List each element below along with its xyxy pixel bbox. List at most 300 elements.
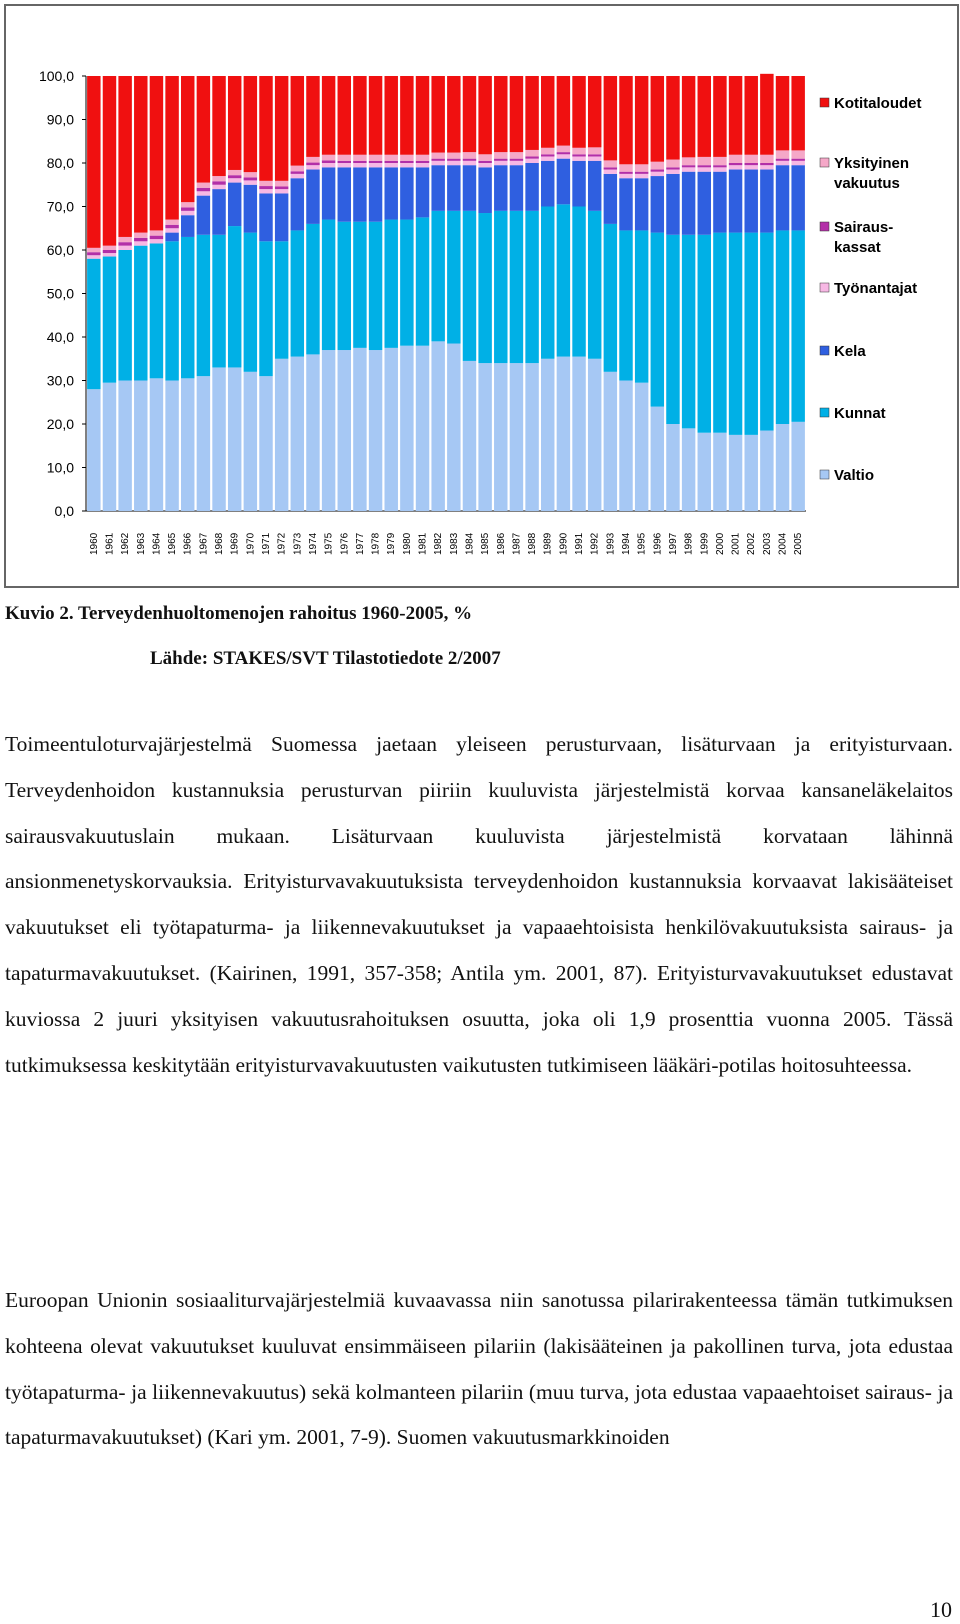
bar-segment [525, 211, 538, 363]
bar-segment [666, 235, 679, 424]
bar-segment [447, 211, 460, 344]
x-tick-label: 1989 [542, 532, 554, 555]
x-tick-label: 1984 [464, 532, 476, 555]
bar-segment [698, 172, 711, 235]
bar-segment [619, 230, 632, 380]
bar-segment [212, 235, 225, 368]
bar-segment [259, 241, 272, 376]
bar-segment [760, 163, 773, 165]
bar-segment [557, 76, 570, 146]
bar-segment [588, 359, 601, 511]
x-tick-label: 1992 [589, 532, 601, 555]
bar-segment [306, 76, 319, 157]
bar-segment [698, 235, 711, 433]
bar-segment [118, 242, 131, 245]
bar-segment [791, 161, 804, 165]
x-tick-label: 1998 [683, 532, 695, 555]
bar-segment [87, 248, 100, 252]
x-tick-label: 1981 [417, 532, 429, 555]
bar-segment [150, 76, 163, 230]
bar-segment [760, 233, 773, 431]
bar-segment [181, 237, 194, 378]
bar-segment [353, 222, 366, 348]
bar-segment [525, 156, 538, 158]
bar-segment [572, 161, 585, 207]
bar-segment [431, 211, 444, 342]
bar-segment [729, 155, 742, 163]
bar-segment [776, 159, 789, 161]
bar-segment [275, 359, 288, 511]
bar-segment [541, 76, 554, 148]
bar-segment [150, 378, 163, 511]
bar-segment [181, 378, 194, 511]
bar-segment [212, 367, 225, 511]
bar-segment [103, 253, 116, 256]
bar-segment [666, 167, 679, 169]
bar-segment [635, 230, 648, 382]
bar-segment [322, 350, 335, 511]
bar-segment [619, 172, 632, 174]
x-tick-label: 1966 [182, 532, 194, 555]
body-paragraph-2: Euroopan Unionin sosiaaliturvajärjestelmiä kuvaavassa niin sanotussa pilarirakenteessa tämän tutkimuksen kohteena olevat vakuutukset kuuluvat ensimmäiseen pilariin (lakisääteinen ja pakollinen turva, jota edustaa työtapaturma- ja liikennevakuutus) sekä kolmanteen pilariin (muu turva, jota edustaa vapaaehtoiset sairaus- ja tapaturmavakuutukset) (Kari ym. 2001, 7-9). Suomen vakuutusmarkkinoiden [5, 1288, 953, 1450]
bar-segment [744, 163, 757, 165]
bar-segment [682, 76, 695, 157]
bar-segment [212, 181, 225, 184]
bar-segment [619, 76, 632, 164]
bar-segment [400, 220, 413, 346]
bar-segment [760, 155, 773, 163]
x-tick-label: 2002 [746, 532, 758, 555]
bar-segment [244, 180, 257, 184]
bar-segment [635, 172, 648, 174]
legend-swatch [820, 283, 829, 292]
bar-segment [134, 241, 147, 245]
bar-segment [384, 348, 397, 511]
bar-segment [510, 159, 523, 161]
legend-swatch [820, 408, 829, 417]
bar-segment [87, 255, 100, 258]
bar-segment [212, 189, 225, 235]
bar-segment [744, 165, 757, 169]
bar-segment [369, 163, 382, 167]
bar-segment [494, 152, 507, 159]
bar-segment [729, 76, 742, 155]
bar-segment [494, 165, 507, 211]
bar-segment [541, 207, 554, 359]
bar-segment [369, 161, 382, 163]
bar-segment [682, 428, 695, 511]
bar-segment [165, 241, 178, 380]
bar-segment [698, 167, 711, 171]
bar-segment [729, 233, 742, 435]
bar-segment [729, 170, 742, 233]
bar-segment [212, 185, 225, 189]
bar-segment [604, 372, 617, 511]
bar-segment [400, 155, 413, 161]
body-paragraph-1: Toimeentuloturvajärjestelmä Suomessa jaetaan yleiseen perusturvaan, lisäturvaan ja erityisturvaan. Terveydenhoidon kustannuksia perusturvan piiriin kuuluvista järjestelmistä korvaa kansaneläkelaitos sairausvakuutuslain mukaan. Lisäturvaan kuuluvista järjestelmistä korvataan lähinnä ansionmenetyskorvauksia. Erityisturvavakuutuksista terveydenhoidon kustannuksia korvaavat lakisääteiset vakuutukset eli työtapaturma- ja liikennevakuutukset ja vapaaehtoisista henkilövakuutuksista sairaus- ja tapaturmavakuutukset. (Kairinen, 1991, 357-358; Antila ym. 2001, 87). Erityisturvavakuutukset edustavat kuviossa 2 juuri yksityisen vakuutusrahoituksen osuutta, joka oli 1,9 prosenttia vuonna 2005. Tässä tutkimuksessa keskitytään erityisturvavakuutusten vaikutusten tutkimiseen lääkäri-potilas hoitosuhteessa. [5, 732, 953, 1077]
x-tick-label: 1972 [276, 532, 288, 555]
bar-segment [369, 155, 382, 161]
bar-segment [384, 167, 397, 219]
bar-segment [181, 215, 194, 237]
bar-segment [338, 222, 351, 350]
bar-segment [103, 383, 116, 511]
bar-segment [463, 165, 476, 211]
bar-segment [322, 163, 335, 167]
bar-segment [118, 76, 131, 237]
bar-segment [557, 146, 570, 153]
bar-segment [557, 154, 570, 158]
bar-segment [651, 170, 664, 172]
figure-source: Lähde: STAKES/SVT Tilastotiedote 2/2007 [150, 648, 501, 669]
bar-segment [291, 357, 304, 511]
legend-swatch [820, 158, 829, 167]
bar-segment [713, 167, 726, 171]
bar-segment [197, 188, 210, 191]
bar-segment [557, 152, 570, 154]
bar-segment [259, 193, 272, 241]
bar-segment [478, 163, 491, 167]
bar-segment [338, 161, 351, 163]
bar-segment [666, 160, 679, 168]
bar-segment [791, 422, 804, 511]
bar-segment [791, 159, 804, 161]
bar-segment [118, 381, 131, 512]
bar-segment [228, 178, 241, 182]
bar-segment [87, 259, 100, 390]
bar-segment [557, 159, 570, 205]
bar-segment [197, 196, 210, 235]
bar-segment [416, 161, 429, 163]
bar-segment [353, 155, 366, 161]
bar-segment [259, 376, 272, 511]
bar-segment [165, 233, 178, 242]
bar-segment [244, 76, 257, 172]
bar-segment [510, 211, 523, 363]
legend-swatch [820, 346, 829, 355]
bar-segment [291, 230, 304, 356]
bar-segment [478, 213, 491, 363]
legend-swatch [820, 222, 829, 231]
bar-segment [698, 157, 711, 165]
bar-segment [651, 172, 664, 176]
x-tick-label: 1988 [527, 532, 539, 555]
bar-segment [635, 164, 648, 171]
bar-segment [776, 161, 789, 165]
bar-segment [118, 246, 131, 250]
bar-segment [604, 174, 617, 224]
x-tick-label: 2005 [793, 532, 805, 555]
bar-segment [306, 163, 319, 166]
x-tick-label: 1991 [574, 532, 586, 555]
bar-segment [494, 161, 507, 165]
bar-segment [651, 407, 664, 511]
bar-segment [525, 76, 538, 150]
bar-segment [384, 163, 397, 167]
bar-segment [384, 76, 397, 155]
bar-segment [212, 76, 225, 176]
bar-segment [244, 372, 257, 511]
bar-segment [572, 154, 585, 156]
bar-segment [165, 228, 178, 232]
bar-segment [197, 183, 210, 188]
bar-segment [604, 224, 617, 372]
bar-segment [134, 76, 147, 233]
bar-segment [541, 161, 554, 207]
legend-label: Kunnat [834, 405, 886, 422]
bar-segment [431, 76, 444, 153]
bar-segment [588, 76, 601, 147]
bar-segment [306, 224, 319, 355]
bar-segment [760, 170, 773, 233]
x-tick-label: 1997 [667, 532, 679, 555]
bar-segment [682, 172, 695, 235]
bar-segment [651, 76, 664, 162]
bar-segment [322, 220, 335, 350]
bar-segment [478, 363, 491, 511]
bar-segment [353, 163, 366, 167]
bar-segment [416, 217, 429, 345]
bar-segment [384, 155, 397, 161]
x-tick-label: 1979 [386, 532, 398, 555]
bar-segment [384, 220, 397, 348]
x-tick-label: 1970 [245, 532, 257, 555]
bar-segment [541, 156, 554, 160]
bar-segment [463, 159, 476, 161]
x-tick-label: 1960 [88, 532, 100, 555]
bar-segment [165, 76, 178, 220]
bar-segment [525, 150, 538, 157]
bar-segment [588, 147, 601, 154]
bar-segment [791, 76, 804, 150]
x-tick-label: 1986 [495, 532, 507, 555]
bar-segment [666, 170, 679, 174]
bar-segment [447, 161, 460, 165]
bar-segment [259, 181, 272, 186]
bar-segment [619, 178, 632, 230]
bar-segment [197, 376, 210, 511]
bar-segment [447, 159, 460, 161]
bar-segment [369, 167, 382, 221]
x-tick-label: 1993 [605, 532, 617, 555]
bar-segment [478, 154, 491, 161]
bar-segment [744, 170, 757, 233]
bar-segment [776, 76, 789, 150]
bar-segment [588, 161, 601, 211]
stacked-bar-chart [6, 6, 957, 586]
bar-segment [651, 162, 664, 170]
bar-segment [494, 159, 507, 161]
bar-segment [463, 361, 476, 511]
x-tick-label: 1978 [370, 532, 382, 555]
x-tick-label: 1980 [401, 532, 413, 555]
bar-segment [165, 225, 178, 228]
bar-segment [588, 156, 601, 160]
figure-caption: Kuvio 2. Terveydenhuoltomenojen rahoitus 1960-2005, % [5, 603, 473, 624]
bar-segment [557, 204, 570, 356]
bar-segment [729, 435, 742, 511]
bar-segment [604, 167, 617, 169]
bar-segment [384, 161, 397, 163]
bar-segment [494, 363, 507, 511]
bar-segment [635, 178, 648, 230]
bar-segment [588, 154, 601, 156]
bar-segment [431, 161, 444, 165]
bar-segment [181, 76, 194, 202]
bar-segment [713, 157, 726, 165]
bar-segment [87, 76, 100, 248]
bar-segment [463, 161, 476, 165]
bar-segment [698, 165, 711, 167]
bar-segment [416, 167, 429, 217]
bar-segment [228, 183, 241, 227]
x-tick-label: 1994 [621, 532, 632, 555]
bar-segment [478, 167, 491, 213]
x-tick-label: 2004 [777, 532, 789, 555]
bar-segment [666, 76, 679, 160]
bar-segment [635, 76, 648, 164]
bar-segment [150, 236, 163, 239]
bar-segment [791, 230, 804, 421]
bar-segment [338, 163, 351, 167]
bar-segment [447, 165, 460, 211]
bar-segment [322, 155, 335, 161]
bar-segment [369, 350, 382, 511]
bar-segment [228, 170, 241, 175]
bar-segment [275, 193, 288, 241]
x-tick-label: 2001 [730, 532, 742, 555]
x-tick-label: 1976 [339, 532, 351, 555]
bar-segment [494, 76, 507, 152]
bar-segment [510, 161, 523, 165]
bar-segment [463, 152, 476, 159]
x-tick-label: 1971 [261, 532, 272, 555]
bar-segment [197, 191, 210, 195]
y-tick-label: 80,0 [46, 155, 74, 171]
bar-segment [744, 76, 757, 155]
bar-segment [134, 381, 147, 512]
bar-segment [306, 165, 319, 169]
y-tick-label: 100,0 [38, 68, 74, 84]
bar-segment [447, 344, 460, 511]
x-tick-label: 2003 [761, 532, 773, 555]
bar-segment [400, 346, 413, 511]
bar-segment [150, 239, 163, 243]
legend-label: Yksityinen vakuutus [834, 155, 910, 192]
bar-segment [306, 354, 319, 511]
x-tick-label: 1964 [151, 532, 163, 555]
bar-segment [181, 207, 194, 210]
y-tick-label: 60,0 [46, 242, 74, 258]
bar-segment [353, 167, 366, 221]
bar-segment [572, 207, 585, 357]
bar-segment [572, 156, 585, 160]
bar-segment [353, 348, 366, 511]
bar-segment [619, 174, 632, 178]
bar-segment [698, 433, 711, 511]
bar-segment [510, 76, 523, 152]
bar-segment [400, 163, 413, 167]
bar-segment [134, 246, 147, 381]
bar-segment [541, 154, 554, 156]
bar-segment [682, 157, 695, 165]
bar-segment [338, 155, 351, 161]
x-tick-label: 1961 [104, 532, 116, 555]
bar-segment [103, 257, 116, 383]
bar-segment [244, 177, 257, 180]
x-tick-label: 1990 [558, 532, 570, 555]
bar-segment [744, 233, 757, 435]
bar-segment [729, 165, 742, 169]
bar-segment [604, 76, 617, 160]
bar-segment [525, 163, 538, 211]
bar-segment [322, 160, 335, 163]
y-tick-label: 70,0 [46, 198, 74, 215]
bar-segment [165, 220, 178, 225]
bar-segment [400, 76, 413, 155]
bar-segment [228, 175, 241, 178]
x-tick-label: 1995 [636, 532, 648, 555]
bar-segment [447, 153, 460, 159]
bar-segment [447, 76, 460, 153]
bar-segment [713, 172, 726, 233]
page-number: 10 [930, 1597, 952, 1622]
bar-segment [181, 211, 194, 215]
bar-segment [666, 424, 679, 511]
bar-segment [118, 250, 131, 381]
bar-segment [165, 381, 178, 512]
bar-segment [275, 189, 288, 193]
bar-segment [197, 235, 210, 376]
bar-segment [306, 170, 319, 224]
bar-segment [291, 166, 304, 172]
bar-segment [291, 171, 304, 174]
bar-segment [541, 359, 554, 511]
bar-segment [275, 241, 288, 358]
bar-segment [776, 165, 789, 230]
bar-segment [416, 76, 429, 155]
bar-segment [698, 76, 711, 157]
bar-segment [635, 174, 648, 178]
bar-segment [259, 189, 272, 193]
bar-segment [291, 76, 304, 166]
bar-segment [651, 233, 664, 407]
legend-label: Kotitaloudet [834, 95, 922, 112]
bar-segment [87, 389, 100, 511]
bar-segment [791, 150, 804, 158]
bar-segment [604, 170, 617, 174]
y-tick-label: 10,0 [46, 459, 74, 476]
x-tick-label: 2000 [714, 532, 726, 555]
bar-segment [557, 357, 570, 511]
bar-segment [478, 76, 491, 154]
x-tick-label: 1996 [652, 532, 664, 555]
bar-segment [353, 161, 366, 163]
bar-segment [682, 235, 695, 429]
bar-segment [776, 150, 789, 158]
bar-segment [431, 165, 444, 211]
bar-segment [541, 148, 554, 155]
bar-segment [150, 243, 163, 378]
bar-segment [619, 381, 632, 512]
bar-segment [525, 159, 538, 163]
bar-segment [510, 152, 523, 159]
bar-segment [244, 185, 257, 233]
bar-segment [713, 433, 726, 511]
legend-label: Sairaus-kassat [834, 219, 894, 256]
bar-segment [463, 211, 476, 361]
bar-segment [181, 202, 194, 207]
